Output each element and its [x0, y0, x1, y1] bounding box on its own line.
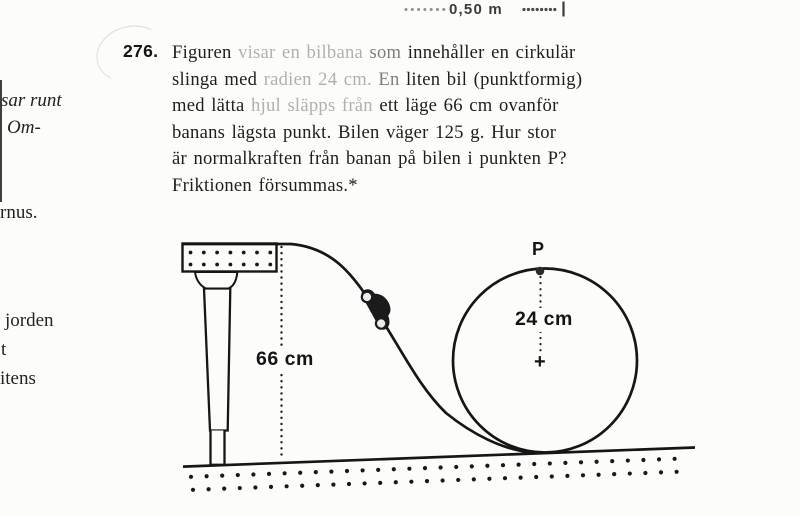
ground-hatch-dots	[189, 457, 679, 492]
margin-fragment: Om-	[7, 117, 41, 138]
table-leg	[204, 289, 230, 431]
problem-line: banans lägsta punkt. Bilen väger 125 g. Hur stor	[172, 121, 557, 143]
problem-statement	[172, 40, 582, 199]
problem-line: Friktionen försummas.*	[172, 174, 358, 196]
radius-label: 24 cm	[511, 308, 577, 332]
height-label: 66 cm	[252, 348, 318, 372]
ground-line	[183, 448, 695, 467]
problem-line: med lätta hjul släpps från ett läge 66 cm ovanför	[172, 95, 559, 116]
ruler-dotted-leader-right	[522, 8, 556, 11]
margin-fragment: sar runt	[1, 90, 62, 111]
problem-line: är normalkraften från banan på bilen i punkten P?	[172, 148, 567, 169]
table-top	[183, 244, 277, 272]
problem-line: Figuren visar en bilbana som innehåller en cirkulär	[172, 42, 576, 63]
ruler-dimension-label: 0,50 m	[449, 1, 503, 18]
circle-center-marker: +	[534, 351, 546, 373]
margin-fragment: jorden	[5, 310, 54, 331]
point-p-dot	[536, 267, 545, 276]
table-leg-bracket	[195, 272, 237, 289]
margin-fragment: itens	[0, 368, 36, 389]
table-leg-foot	[211, 431, 225, 465]
problem-number: 276.	[123, 41, 159, 61]
margin-fragment: rnus.	[0, 202, 38, 223]
problem-line: slinga med radien 24 cm. En liten bil (punktformig)	[172, 68, 583, 90]
point-p-label: P	[532, 239, 545, 259]
toy-car-icon	[359, 283, 398, 331]
margin-fragment: t	[1, 339, 7, 360]
ruler-dotted-leader-left	[405, 8, 446, 11]
